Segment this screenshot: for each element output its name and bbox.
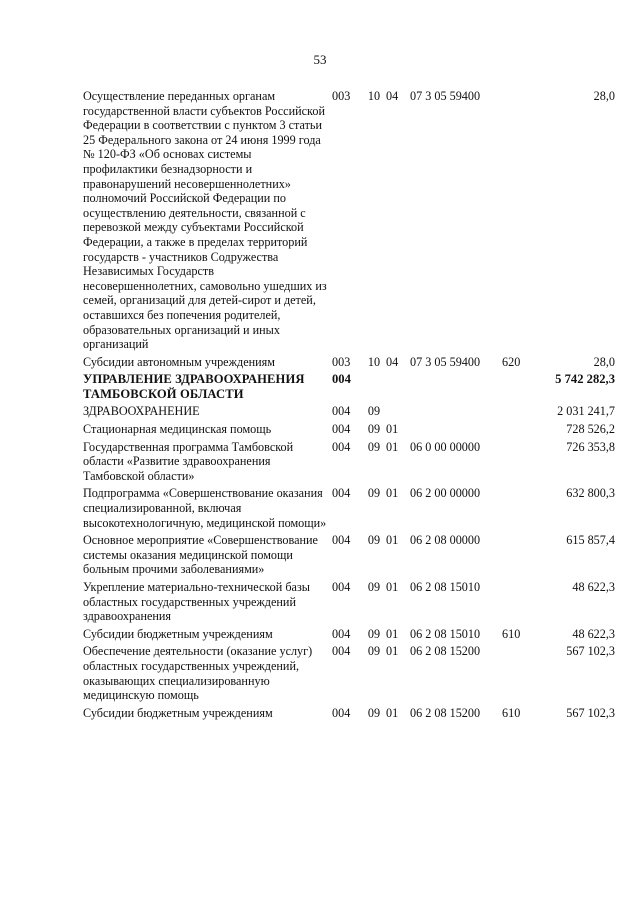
table-row [83, 627, 615, 645]
table-row [83, 89, 615, 355]
row-csr: 06 2 00 00000 [410, 486, 481, 501]
row-vr [502, 372, 537, 404]
row-rz: 09 [367, 626, 381, 641]
row-csr: 06 2 08 15010 [410, 580, 481, 594]
row-name: Субсидии бюджетным учреждениям [83, 705, 273, 720]
row-sum: 726 353,8 [566, 439, 615, 454]
row-vr: 610 [502, 626, 521, 641]
row-rz [362, 372, 386, 404]
row-vr [502, 422, 537, 440]
row-csr: 06 0 00 00000 [410, 439, 481, 454]
row-rz: 09 [367, 404, 381, 419]
row-pr: 04 [386, 354, 399, 369]
row-sum: 728 526,2 [566, 422, 615, 437]
row-pr [386, 372, 408, 404]
table-row [83, 355, 615, 373]
row-vr [502, 486, 537, 533]
row-csr: 07 3 05 59400 [410, 89, 481, 103]
row-pr: 01 [386, 486, 399, 501]
row-sum: 28,0 [593, 354, 615, 369]
row-ved: 004 [332, 404, 351, 419]
row-name: Подпрограмма «Совершенствование оказания специализированной, включая высокотехнологичную, медицинской помощи» [83, 486, 327, 530]
row-ved: 004 [332, 644, 351, 659]
row-name: Государственная программа Тамбовской области «Развитие здравоохранения Тамбовской области» [83, 439, 294, 483]
table-row [83, 486, 615, 533]
row-sum: 567 102,3 [566, 644, 615, 659]
row-name: Стационарная медицинская помощь [83, 422, 272, 437]
row-sum: 567 102,3 [566, 705, 615, 720]
row-sum: 28,0 [593, 89, 615, 103]
row-vr: 610 [502, 705, 521, 720]
row-rz: 09 [367, 486, 381, 501]
row-ved: 004 [332, 626, 351, 641]
row-name: Субсидии автономным учреждениям [83, 354, 275, 369]
page-number: 53 [313, 52, 327, 67]
row-vr [502, 644, 537, 705]
table-row [83, 422, 615, 440]
row-ved: 004 [332, 486, 351, 501]
row-ved: 004 [332, 422, 351, 437]
table-row [83, 706, 615, 724]
row-name: Субсидии бюджетным учреждениям [83, 626, 273, 641]
table-row [83, 440, 615, 487]
row-sum: 48 622,3 [572, 626, 615, 641]
row-sum: 615 857,4 [566, 533, 615, 548]
row-sum: 632 800,3 [566, 486, 615, 501]
row-name: Укрепление материально-технической базы областных государственных учреждений здравоохранения [83, 580, 310, 624]
row-vr [502, 440, 537, 487]
row-vr: 620 [502, 354, 521, 369]
row-ved: 004 [332, 439, 351, 454]
row-csr [408, 372, 502, 404]
table-row [83, 644, 615, 705]
row-rz: 09 [367, 705, 381, 720]
row-pr: 01 [386, 705, 399, 720]
row-vr [502, 89, 537, 355]
row-pr: 01 [386, 644, 399, 659]
row-ved: 003 [332, 89, 351, 103]
row-name: ЗДРАВООХРАНЕНИЕ [83, 404, 200, 419]
row-pr: 01 [386, 626, 399, 641]
row-sum: 48 622,3 [572, 580, 615, 594]
table-row [83, 372, 615, 404]
row-vr [502, 580, 537, 627]
row-csr: 06 2 08 00000 [410, 533, 481, 548]
row-sum: 5 742 282,3 [555, 372, 615, 387]
row-pr [386, 404, 408, 422]
row-vr [502, 533, 537, 580]
row-ved: 003 [332, 354, 351, 369]
table-row [83, 404, 615, 422]
row-csr: 06 2 08 15010 [410, 626, 481, 641]
row-pr: 01 [386, 533, 399, 548]
row-rz: 09 [367, 580, 381, 594]
row-csr [408, 422, 502, 440]
row-vr [502, 404, 537, 422]
row-pr: 01 [386, 422, 399, 437]
row-name: Обеспечение деятельности (оказание услуг) областных государственных учреждений, оказывающих специализированную медицинскую помощь [83, 644, 313, 703]
row-rz: 10 [367, 89, 381, 103]
row-name: УПРАВЛЕНИЕ ЗДРАВООХРАНЕНИЯ ТАМБОВСКОЙ ОБЛАСТИ [83, 372, 305, 401]
row-pr: 04 [386, 89, 399, 103]
row-ved: 004 [332, 372, 351, 387]
table-row [83, 533, 615, 580]
row-csr [408, 404, 502, 422]
row-csr: 06 2 08 15200 [410, 705, 481, 720]
row-name: Осуществление переданных органам государственной власти субъектов Российской Федерации в соответствии с пунктом 3 статьи 25 Федерального закона от 24 июня 1999 года № 120-ФЗ «Об основах системы профилактики безнадзорности и правонарушений несовершеннолетних» полномочий Российской Федерации по осуществлению деятельности, связанной с перевозкой между субъектами Российской Федерации, а также в пределах территорий государств - участников Содружества Независимых Государств несовершеннолетних, самовольно ушедших из семей, организаций для детей-сирот и детей, оставшихся без попечения родителей, образовательных организаций и иных организаций [83, 89, 327, 352]
row-name: Основное мероприятие «Совершенствование системы оказания медицинской помощи больным прочими заболеваниями» [83, 533, 318, 577]
budget-table [83, 89, 615, 723]
row-csr: 07 3 05 59400 [410, 354, 481, 369]
row-sum: 2 031 241,7 [557, 404, 615, 419]
row-rz: 09 [367, 533, 381, 548]
table-row [83, 580, 615, 627]
row-rz: 09 [367, 439, 381, 454]
row-ved: 004 [332, 580, 351, 594]
row-rz: 09 [367, 422, 381, 437]
row-ved: 004 [332, 533, 351, 548]
row-ved: 004 [332, 705, 351, 720]
row-pr: 01 [386, 439, 399, 454]
row-rz: 10 [367, 354, 381, 369]
row-csr: 06 2 08 15200 [410, 644, 481, 659]
row-rz: 09 [367, 644, 381, 659]
row-pr: 01 [386, 580, 399, 594]
